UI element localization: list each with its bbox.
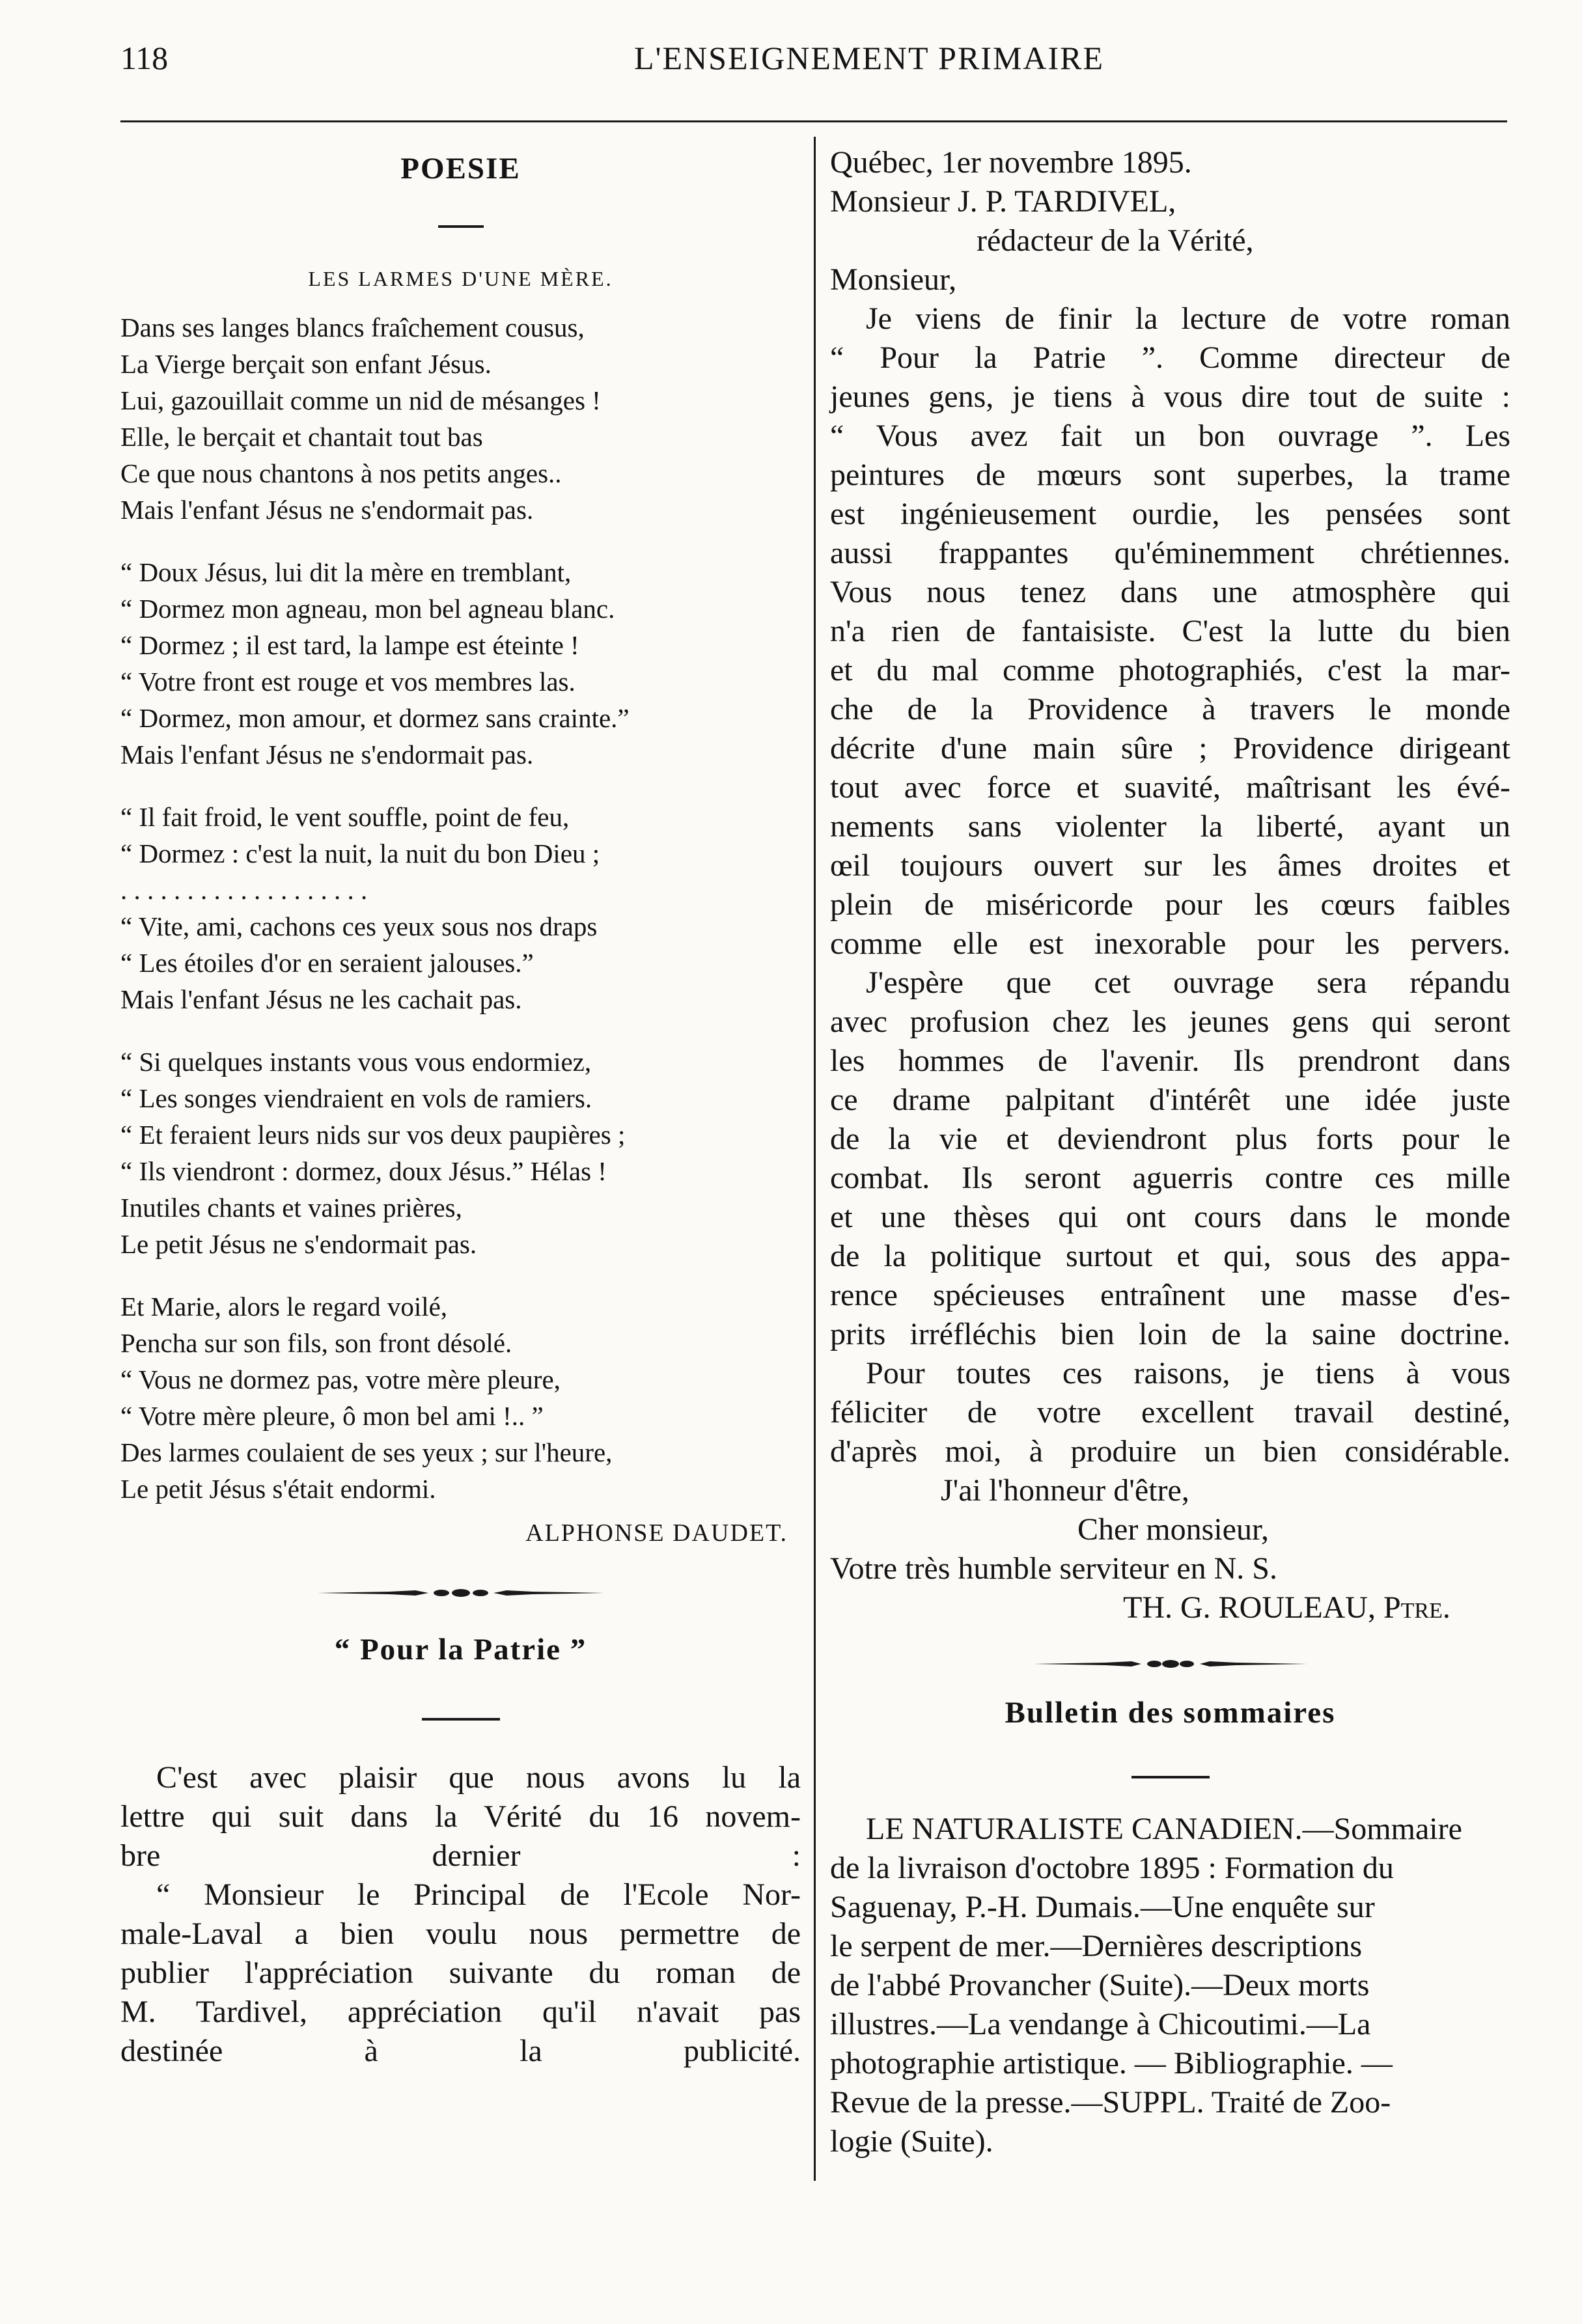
text-line: avec profusion chez les jeunes gens qui seront	[830, 1004, 1510, 1039]
bulletin-line: photographie artistique. — Bibliographie. —	[830, 2046, 1393, 2081]
bulletin-line: Revue de la presse.—SUPPL. Traité de Zoo-	[830, 2085, 1391, 2120]
poem-line: “ Votre front est rouge et vos membres las.	[120, 667, 576, 697]
poem-line: Elle, le berçait et chantait tout bas	[120, 422, 483, 452]
bulletin-title: Bulletin des sommaires	[1005, 1696, 1336, 1730]
poem-body	[120, 309, 801, 1507]
poem-line: “ Et feraient leurs nids sur vos deux paupières ;	[120, 1120, 626, 1150]
text-line: plein de miséricorde pour les cœurs faibles	[830, 887, 1510, 922]
text-line: de la politique surtout et qui, sous des appa-	[830, 1239, 1510, 1273]
poem-line: Pencha sur son fils, son front désolé.	[120, 1328, 512, 1358]
text-line: “ Vous avez fait un bon ouvrage ”. Les	[830, 419, 1510, 453]
text-line: tout avec force et suavité, maîtrisant les évé-	[830, 770, 1510, 805]
text-line: nements sans violenter la liberté, ayant un	[830, 809, 1510, 844]
bulletin-line: logie (Suite).	[830, 2124, 993, 2159]
text-line: et du mal comme photographiés, c'est la mar-	[830, 653, 1510, 687]
poem-line: “ Dormez : c'est la nuit, la nuit du bon Dieu ;	[120, 838, 600, 868]
poem-line: “ Ils viendront : dormez, doux Jésus.” Hélas !	[120, 1156, 607, 1186]
text-line: est ingénieusement ourdie, les pensées sont	[830, 497, 1510, 531]
page-number: 118	[120, 40, 169, 76]
text-line: décrite d'une main sûre ; Providence dirigeant	[830, 731, 1510, 766]
text-line: féliciter de votre excellent travail destiné,	[830, 1395, 1510, 1430]
poem-stanza	[120, 799, 801, 1017]
text-line: destinée à la publicité.	[120, 2034, 801, 2068]
letter-signature: TH. G. ROULEAU, Ptre.	[1123, 1590, 1450, 1625]
title-dash	[438, 225, 484, 228]
poem-line: “ Dormez, mon amour, et dormez sans crainte.”	[120, 703, 630, 733]
text-line: comme elle est inexorable pour les pervers.	[830, 926, 1510, 961]
poem-line: Mais l'enfant Jésus ne s'endormait pas.	[120, 740, 534, 769]
letter-salutation: Monsieur,	[830, 262, 957, 297]
letter-dateline: Québec, 1er novembre 1895.	[830, 145, 1192, 180]
poem-stanza	[120, 1044, 801, 1262]
poem-line: “ Si quelques instants vous vous endormiez,	[120, 1047, 592, 1077]
poem-line: Le petit Jésus s'était endormi.	[120, 1474, 436, 1504]
bulletin-line: de l'abbé Provancher (Suite).—Deux morts	[830, 1968, 1370, 2002]
text-line: œil toujours ouvert sur les âmes droites et	[830, 848, 1510, 883]
text-line: C'est avec plaisir que nous avons lu la	[156, 1760, 801, 1795]
text-line: et une thèses qui ont cours dans le monde	[830, 1200, 1510, 1234]
text-line: Pour toutes ces raisons, je tiens à vous	[866, 1356, 1510, 1390]
poem-line: La Vierge berçait son enfant Jésus.	[120, 349, 492, 379]
text-line: lettre qui suit dans la Vérité du 16 novem-	[120, 1799, 801, 1834]
text-line: rence spécieuses entraînent une masse d'es-	[830, 1278, 1510, 1312]
text-line: male-Laval a bien voulu nous permettre de	[120, 1916, 801, 1951]
poem-line: Mais l'enfant Jésus ne les cachait pas.	[120, 984, 522, 1014]
poem-stanza	[120, 554, 801, 773]
ornament-divider-right	[1034, 1659, 1307, 1669]
bulletin-line: illustres.—La vendange à Chicoutimi.—La	[830, 2007, 1371, 2041]
text-line: bre dernier :	[120, 1838, 801, 1873]
text-line: les hommes de l'avenir. Ils prendront dans	[830, 1044, 1510, 1078]
poem-line: Inutiles chants et vaines prières,	[120, 1193, 462, 1223]
poem-line: “ Dormez ; il est tard, la lampe est éteinte !	[120, 630, 579, 660]
text-line: prits irréfléchis bien loin de la saine doctrine.	[830, 1317, 1510, 1351]
poem-line: . . . . . . . . . . . . . . . . . . .	[120, 875, 368, 905]
poem-line: “ Doux Jésus, lui dit la mère en tremblant,	[120, 557, 572, 587]
text-line: peintures de mœurs sont superbes, la trame	[830, 458, 1510, 492]
bulletin-line: LE NATURALISTE CANADIEN.—Sommaire	[866, 1812, 1462, 1846]
text-line: Vous nous tenez dans une atmosphère qui	[830, 575, 1510, 609]
bulletin-line: de la livraison d'octobre 1895 : Formation du	[830, 1851, 1394, 1885]
poem-line: Mais l'enfant Jésus ne s'endormait pas.	[120, 495, 534, 525]
text-line: d'après moi, à produire un bien considérable.	[830, 1434, 1510, 1469]
letter-closing: J'ai l'honneur d'être, Cher monsieur, Votre très humble serviteur en N. S. TH. G. ROULEAU, Ptre.	[830, 1471, 1510, 1627]
text-line: aussi frappantes qu'éminemment chrétiennes.	[830, 536, 1510, 570]
poem-line: “ Les étoiles d'or en seraient jalouses.”	[120, 948, 534, 978]
letter-addressee: Monsieur J. P. TARDIVEL, rédacteur de la Vérité, Monsieur,	[830, 182, 1510, 299]
text-line: Je viens de finir la lecture de votre roman	[866, 301, 1510, 336]
article-dash	[422, 1718, 500, 1721]
section-title-poesie: POESIE	[400, 152, 521, 186]
text-line: “ Monsieur le Principal de l'Ecole Nor-	[156, 1877, 801, 1912]
poem-line: “ Votre mère pleure, ô mon bel ami !.. ”	[120, 1401, 544, 1431]
text-line: jeunes gens, je tiens à vous dire tout de suite :	[830, 380, 1510, 414]
header-rule	[120, 120, 1507, 122]
poem-line: Dans ses langes blancs fraîchement cousus,	[120, 312, 585, 342]
text-line: publier l'appréciation suivante du roman de	[120, 1956, 801, 1990]
poem-line: “ Il fait froid, le vent souffle, point de feu,	[120, 802, 570, 832]
text-line: combat. Ils seront aguerris contre ces mille	[830, 1161, 1510, 1195]
text-line: “ Pour la Patrie ”. Comme directeur de	[830, 340, 1510, 375]
text-line: n'a rien de fantaisiste. C'est la lutte du bien	[830, 614, 1510, 648]
poem-line: Ce que nous chantons à nos petits anges..	[120, 458, 562, 488]
text-line: de la vie et deviendront plus forts pour le	[830, 1122, 1510, 1156]
article-body	[120, 1758, 801, 2071]
poem-line: Lui, gazouillait comme un nid de mésanges !	[120, 385, 601, 415]
running-head: L'ENSEIGNEMENT PRIMAIRE	[633, 40, 1105, 76]
poem-line: Le petit Jésus ne s'endormait pas.	[120, 1229, 477, 1259]
ornament-divider	[318, 1588, 604, 1598]
poem-stanza	[120, 1288, 801, 1507]
bulletin-body	[830, 1810, 1510, 2161]
column-separator	[814, 137, 816, 2181]
poem-author: ALPHONSE DAUDET.	[525, 1519, 788, 1547]
letter-body	[830, 299, 1510, 1471]
left-column	[120, 143, 801, 2071]
poem-line: “ Dormez mon agneau, mon bel agneau blanc.	[120, 594, 615, 624]
article-title: “ Pour la Patrie ”	[334, 1633, 587, 1667]
bulletin-line: Saguenay, P.-H. Dumais.—Une enquête sur	[830, 1890, 1375, 1924]
poem-line: “ Vite, ami, cachons ces yeux sous nos draps	[120, 911, 598, 941]
poem-stanza	[120, 309, 801, 528]
poem-line: “ Les songes viendraient en vols de ramiers.	[120, 1083, 592, 1113]
text-line: che de la Providence à travers le monde	[830, 692, 1510, 726]
poem-line: Et Marie, alors le regard voilé,	[120, 1292, 448, 1321]
text-line: ce drame palpitant d'intérêt une idée juste	[830, 1083, 1510, 1117]
poem-title: LES LARMES D'UNE MÈRE.	[308, 267, 613, 290]
poem-line: Des larmes coulaient de ses yeux ; sur l'heure,	[120, 1437, 613, 1467]
bulletin-dash	[1131, 1776, 1210, 1778]
text-line: M. Tardivel, appréciation qu'il n'avait pas	[120, 1995, 801, 2029]
right-column	[830, 143, 1510, 2161]
text-line: J'espère que cet ouvrage sera répandu	[866, 965, 1510, 1000]
poem-line: “ Vous ne dormez pas, votre mère pleure,	[120, 1364, 561, 1394]
bulletin-line: le serpent de mer.—Dernières descriptions	[830, 1929, 1363, 1963]
